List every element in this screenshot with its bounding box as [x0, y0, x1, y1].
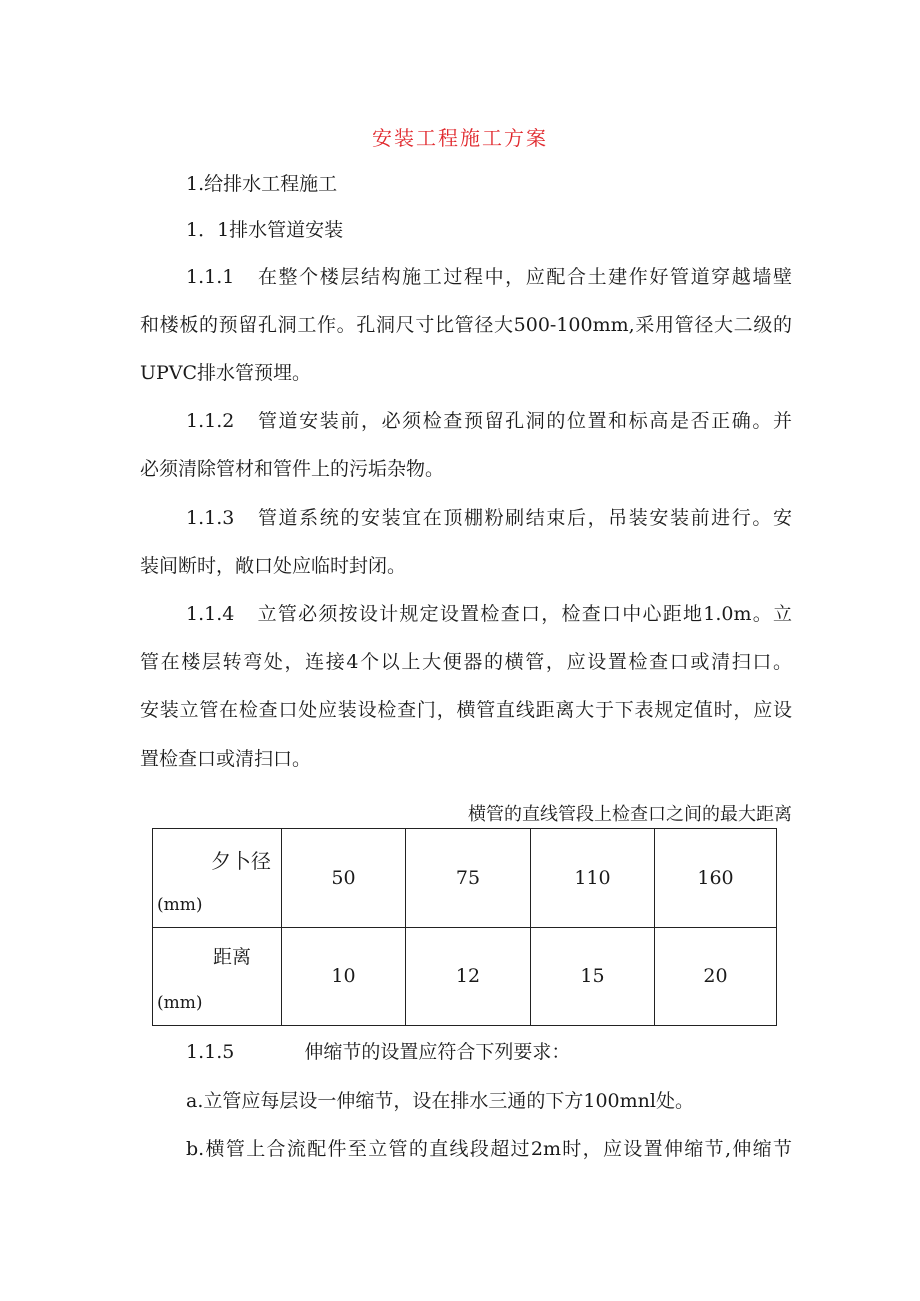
paragraph-number: 1.1.1: [186, 266, 235, 288]
list-item-b: b.横管上合流配件至立管的直线段超过2m时，应设置伸缩节,伸缩节: [186, 1138, 792, 1160]
table-cell: 110: [531, 829, 655, 928]
document-title: 安装工程施工方案: [372, 126, 548, 150]
row-header-distance: [153, 927, 282, 1026]
spacing-table: [152, 828, 777, 1026]
paragraph-number: 1.1.2: [186, 410, 235, 432]
row-header-diameter: [153, 829, 282, 928]
table-cell: 10: [282, 927, 406, 1026]
table-cell: 160: [655, 829, 777, 928]
paragraph-1-1-4-line-4: 置检查口或清扫口。: [140, 748, 312, 770]
table-cell: 12: [406, 927, 531, 1026]
paragraph-number: 1.1.5: [186, 1041, 235, 1063]
paragraph-1-1-1-line-1: [186, 263, 792, 291]
paragraph-text: 在整个楼层结构施工过程中，应配合土建作好管道穿越墙壁: [256, 266, 792, 288]
table-row-distance: [153, 927, 777, 1026]
table-cell: 75: [406, 829, 531, 928]
table-row-diameter: [153, 829, 777, 928]
table-cell: 20: [655, 927, 777, 1026]
row-header-label: 夕卜径: [211, 849, 271, 873]
paragraph-text: 管道系统的安装宜在顶棚粉刷结束后，吊装安装前进行。安: [256, 507, 792, 529]
list-item-a: a.立管应每层设一伸缩节，设在排水三通的下方100mnl处。: [186, 1090, 694, 1112]
paragraph-1-1-4-line-3: 安装立管在检查口处应装设检查门，横管直线距离大于下表规定值时，应设: [140, 699, 792, 721]
paragraph-number: 1.1.4: [186, 603, 235, 625]
row-header-unit: (mm): [157, 894, 203, 915]
paragraph-1-1-3-line-1: [186, 504, 792, 532]
paragraph-1-1-5: [186, 1038, 792, 1066]
section-heading-1-1: 1．1排水管道安装: [186, 219, 344, 241]
paragraph-1-1-4-line-1: [186, 600, 792, 628]
row-header-label: 距离: [212, 945, 251, 968]
paragraph-1-1-1-line-3: UPVC排水管预埋。: [140, 362, 312, 384]
table-cell: 15: [531, 927, 655, 1026]
paragraph-1-1-2-line-1: [186, 407, 792, 435]
paragraph-text: 伸缩节的设置应符合下列要求：: [304, 1041, 571, 1063]
paragraph-1-1-1-line-2: 和楼板的预留孔洞工作。孔洞尺寸比管径大500-100mm,采用管径大二级的: [140, 314, 792, 336]
paragraph-1-1-2-line-2: 必须清除管材和管件上的污垢杂物。: [140, 458, 445, 480]
paragraph-1-1-3-line-2: 装间断时，敞口处应临时封闭。: [140, 555, 407, 577]
paragraph-1-1-4-line-2: 管在楼层转弯处，连接4个以上大便器的横管，应设置检查口或清扫口。: [140, 651, 792, 673]
section-heading-1: 1.给排水工程施工: [186, 173, 338, 195]
paragraph-text: 立管必须按设计规定设置检查口，检查口中心距地1.0m。立: [256, 603, 792, 625]
table-caption: 横管的直线管段上检查口之间的最大距离: [468, 804, 792, 825]
row-header-unit: (mm): [157, 993, 203, 1013]
paragraph-number: 1.1.3: [186, 507, 235, 529]
table-cell: 50: [282, 829, 406, 928]
paragraph-text: 管道安装前，必须检查预留孔洞的位置和标高是否正确。并: [256, 410, 792, 432]
